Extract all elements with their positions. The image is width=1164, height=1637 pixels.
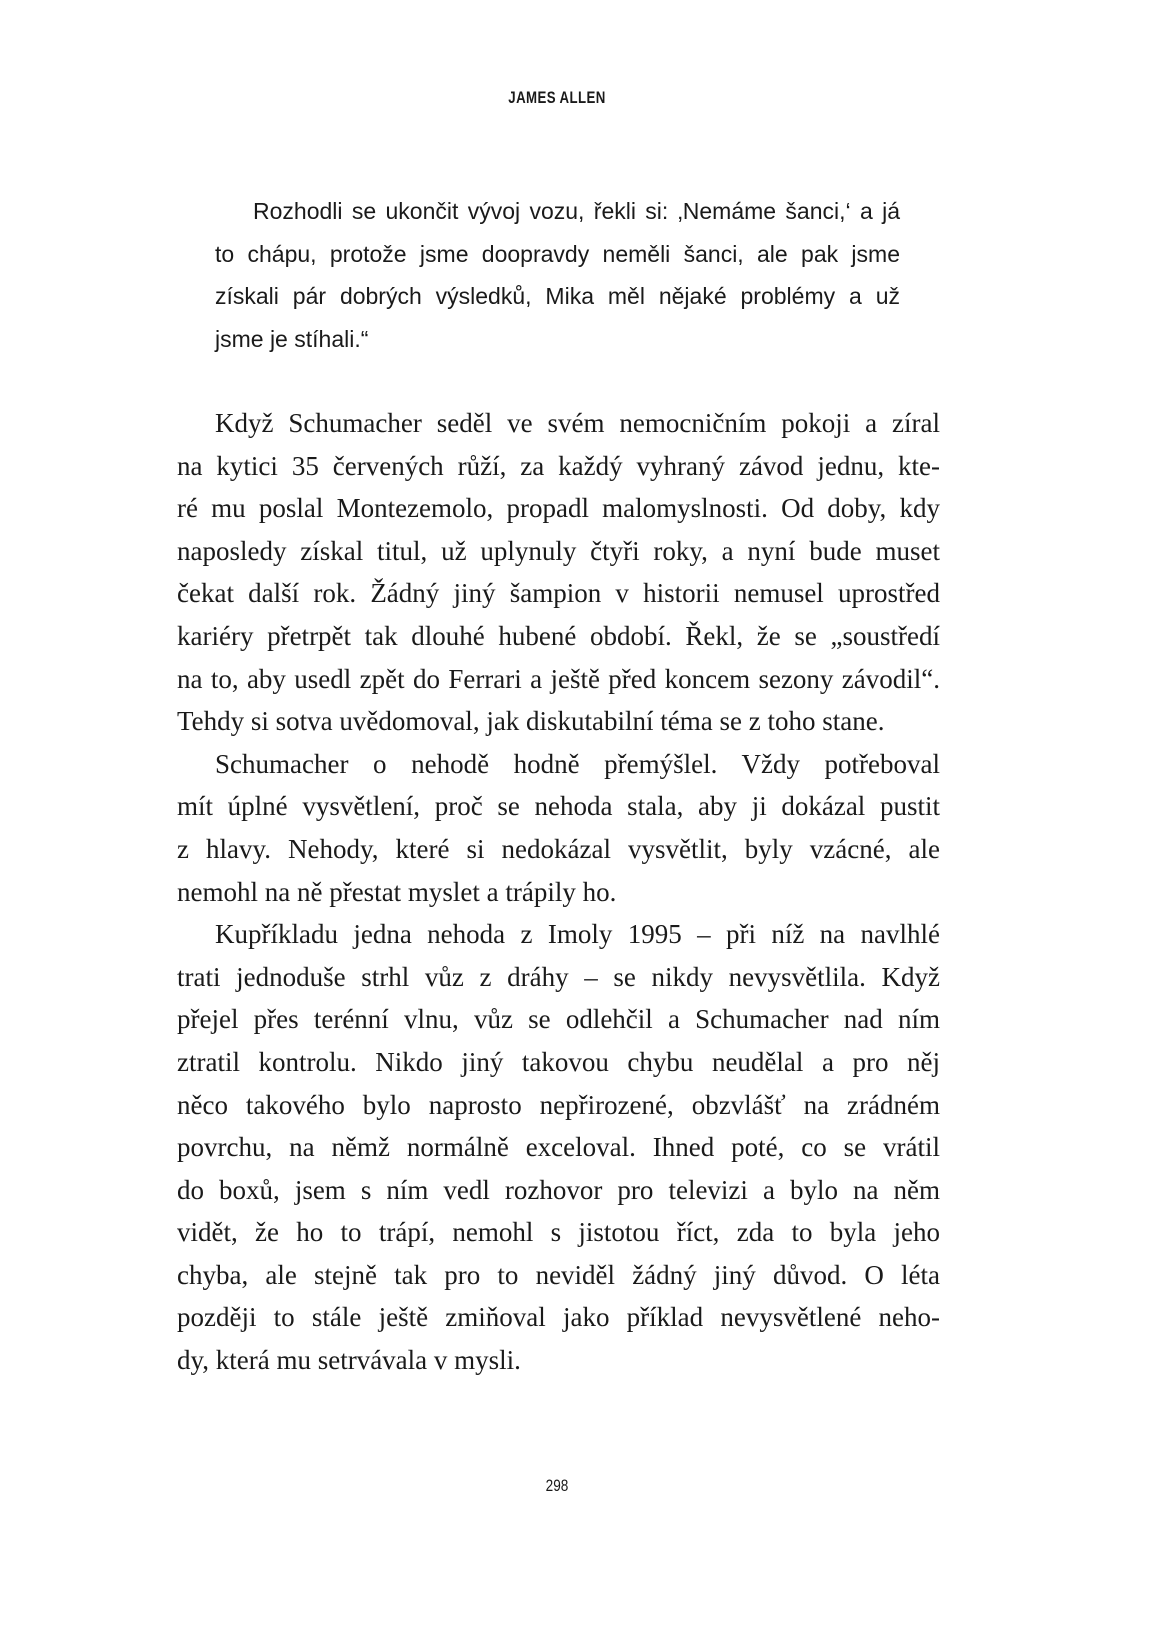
body-text bbox=[177, 402, 940, 1382]
quote-line: to chápu, protože jsme doopravdy neměli šanci, ale pak jsme bbox=[215, 240, 900, 267]
text-line: do boxů, jsem s ním vedl rozhovor pro televizi a bylo na něm bbox=[177, 1174, 940, 1205]
text-line: něco takového bylo naprosto nepřirozené, obzvlášť na zrádném bbox=[177, 1089, 940, 1120]
text-line: Tehdy si sotva uvědomoval, jak diskutabilní téma se z toho stane. bbox=[177, 706, 885, 737]
text-line: později to stále ještě zmiňoval jako příklad nevysvětlené neho- bbox=[177, 1302, 940, 1333]
page-number: 298 bbox=[545, 1476, 569, 1495]
quote-line: jsme je stíhali.“ bbox=[215, 326, 369, 353]
text-line: nemohl na ně přestat myslet a trápily ho. bbox=[177, 876, 617, 907]
running-header: JAMES ALLEN bbox=[508, 88, 606, 107]
text-line: Schumacher o nehodě hodně přemýšlel. Vždy potřeboval bbox=[215, 748, 940, 779]
text-line: Když Schumacher seděl ve svém nemocničním pokoji a zíral bbox=[215, 408, 940, 438]
text-line: trati jednoduše strhl vůz z dráhy – se nikdy nevysvětlila. Když bbox=[177, 961, 940, 992]
text-line: dy, která mu setrvávala v mysli. bbox=[177, 1345, 521, 1376]
text-line: vidět, že ho to trápí, nemohl s jistotou říct, zda to byla jeho bbox=[177, 1217, 940, 1248]
text-line: ré mu poslal Montezemolo, propadl malomyslnosti. Od doby, kdy bbox=[177, 493, 940, 524]
text-line: na to, aby usedl zpět do Ferrari a ještě před koncem sezony závodil“. bbox=[177, 663, 940, 694]
text-line: přejel přes terénní vlnu, vůz se odlehčil a Schumacher nad ním bbox=[177, 1004, 940, 1035]
text-line: mít úplné vysvětlení, proč se nehoda stala, aby ji dokázal pustit bbox=[177, 791, 940, 822]
text-line: čekat další rok. Žádný jiný šampion v historii nemusel uprostřed bbox=[177, 578, 940, 609]
text-line: chyba, ale stejně tak pro to neviděl žádný jiný důvod. O léta bbox=[177, 1259, 940, 1290]
quote-line: získali pár dobrých výsledků, Mika měl nějaké problémy a už bbox=[215, 283, 900, 310]
text-line: povrchu, na němž normálně exceloval. Ihned poté, co se vrátil bbox=[177, 1132, 940, 1163]
text-line: ztratil kontrolu. Nikdo jiný takovou chybu neudělal a pro něj bbox=[177, 1046, 940, 1077]
quote-line: Rozhodli se ukončit vývoj vozu, řekli si: ‚Nemáme šanci,‘ a já bbox=[253, 198, 900, 224]
text-line: z hlavy. Nehody, které si nedokázal vysvětlit, byly vzácné, ale bbox=[177, 833, 940, 864]
text-line: naposledy získal titul, už uplynuly čtyři roky, a nyní bude muset bbox=[177, 535, 940, 566]
text-line: kariéry přetrpět tak dlouhé hubené období. Řekl, že se „soustředí bbox=[177, 620, 940, 651]
block-quote bbox=[215, 190, 900, 361]
text-line: na kytici 35 červených růží, za každý vyhraný závod jednu, kte- bbox=[177, 450, 940, 481]
text-line: Kupříkladu jedna nehoda z Imoly 1995 – při níž na navlhlé bbox=[215, 919, 940, 950]
